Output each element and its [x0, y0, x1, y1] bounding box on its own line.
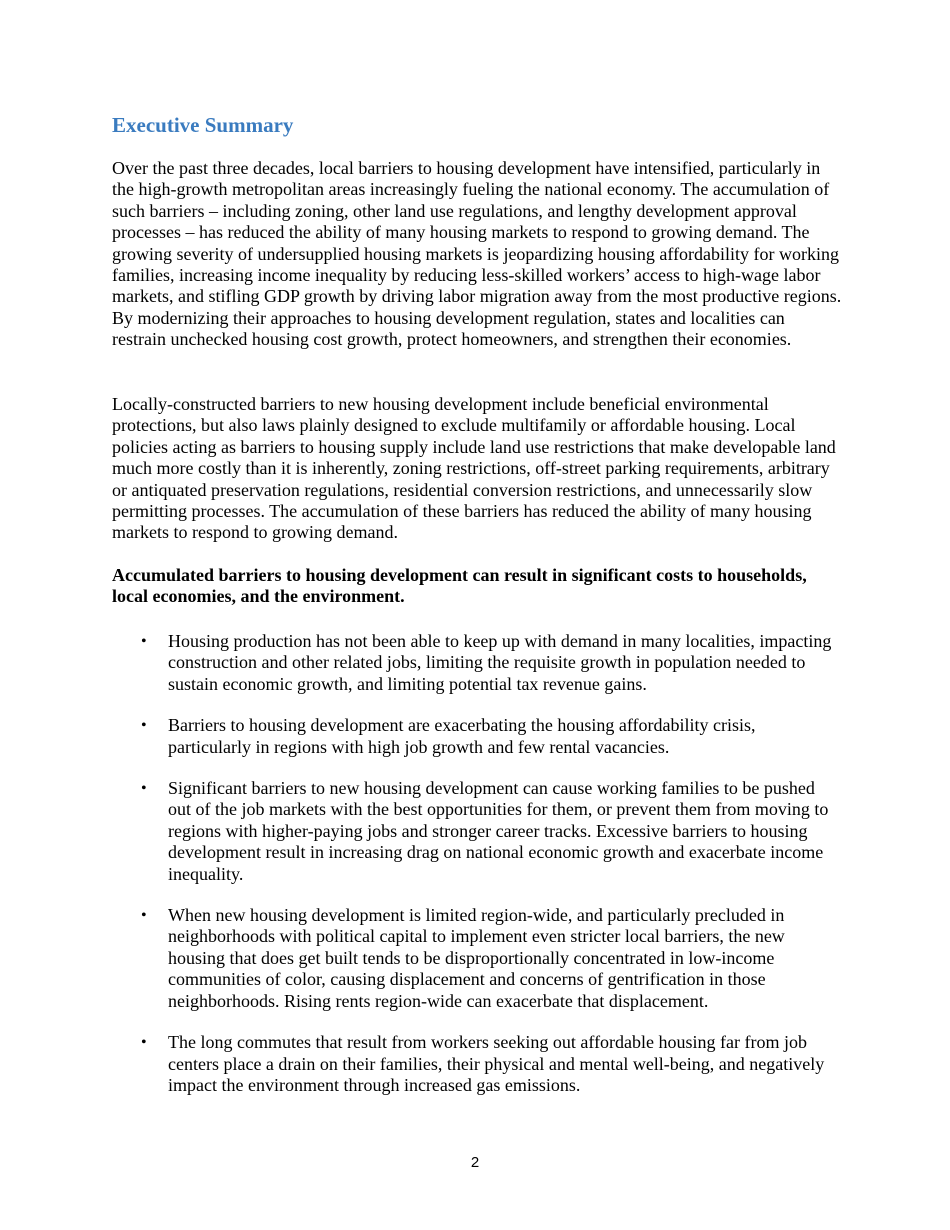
paragraph-1: Over the past three decades, local barriers to housing development have intensified, particularly in the high-growth metropolitan areas increasingly fueling the national economy. The accumulation of such barriers – including zoning, other land use regulations, and lengthy development approval processes – has reduced the ability of many housing markets to respond to growing demand. The growing severity of undersupplied housing markets is jeopardizing housing affordability for working families, increasing income inequality by reducing less-skilled workers’ access to high-wage labor markets, and stifling GDP growth by driving labor migration away from the most productive regions. By modernizing their approaches to housing development regulation, states and localities can restrain unchecked housing cost growth, protect homeowners, and strengthen their economies. [112, 158, 842, 350]
list-item-text: Barriers to housing development are exacerbating the housing affordability crisis, particularly in regions with high job growth and few rental vacancies. [168, 715, 756, 757]
bullet-icon: • [141, 907, 147, 925]
bullet-list [112, 631, 842, 1116]
list-item [112, 905, 842, 1012]
bullet-icon: • [141, 780, 147, 798]
list-item-text: The long commutes that result from workers seeking out affordable housing far from job centers place a drain on their families, their physical and mental well-being, and negatively impact the environment through increased gas emissions. [168, 1032, 825, 1095]
bullet-icon: • [141, 717, 147, 735]
list-item [112, 631, 842, 695]
page-number: 2 [470, 1154, 480, 1171]
list-item-text: Significant barriers to new housing development can cause working families to be pushed out of the job markets with the best opportunities for them, or prevent them from moving to regions with higher-paying jobs and stronger career tracks. Excessive barriers to housing development result in increasing drag on national economic growth and exacerbate income inequality. [168, 778, 829, 884]
paragraph-2: Locally-constructed barriers to new housing development include beneficial environmental protections, but also laws plainly designed to exclude multifamily or affordable housing. Local policies acting as barriers to housing supply include land use restrictions that make developable land much more costly than it is inherently, zoning restrictions, off-street parking requirements, arbitrary or antiquated preservation regulations, residential conversion restrictions, and unnecessarily slow permitting processes. The accumulation of these barriers has reduced the ability of many housing markets to respond to growing demand. [112, 394, 836, 543]
section-title: Executive Summary [112, 113, 294, 137]
bold-heading: Accumulated barriers to housing development can result in significant costs to households, local economies, and the environment. [112, 565, 807, 607]
list-item-text: When new housing development is limited region-wide, and particularly precluded in neighborhoods with political capital to implement even stricter local barriers, the new housing that does get built tends to be disproportionally concentrated in low-income communities of color, causing displacement and concerns of gentrification in those neighborhoods. Rising rents region-wide can exacerbate that displacement. [168, 905, 785, 1011]
list-item [112, 778, 842, 885]
bullet-icon: • [141, 1034, 147, 1052]
list-item [112, 1032, 842, 1096]
list-item-text: Housing production has not been able to keep up with demand in many localities, impacting construction and other related jobs, limiting the requisite growth in population needed to sustain economic growth, and limiting potential tax revenue gains. [168, 631, 832, 694]
list-item [112, 715, 842, 758]
bullet-icon: • [141, 633, 147, 650]
